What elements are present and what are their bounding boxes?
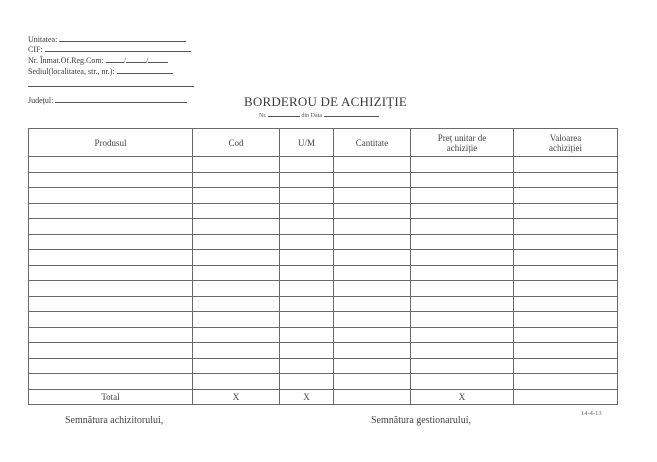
table-cell[interactable] bbox=[411, 219, 514, 235]
table-row bbox=[29, 327, 618, 343]
table-cell[interactable] bbox=[411, 234, 514, 250]
table-cell[interactable] bbox=[29, 219, 193, 235]
table-cell[interactable] bbox=[280, 172, 334, 188]
table-cell[interactable] bbox=[411, 250, 514, 266]
total-quantity-cell[interactable] bbox=[334, 389, 411, 404]
table-cell[interactable] bbox=[280, 374, 334, 390]
table-cell[interactable] bbox=[280, 343, 334, 359]
table-cell[interactable] bbox=[29, 203, 193, 219]
table-row bbox=[29, 250, 618, 266]
unit-line[interactable] bbox=[59, 34, 186, 42]
table-cell[interactable] bbox=[29, 358, 193, 374]
table-cell[interactable] bbox=[29, 157, 193, 173]
table-cell[interactable] bbox=[514, 281, 618, 297]
table-cell[interactable] bbox=[193, 157, 280, 173]
table-cell[interactable] bbox=[514, 219, 618, 235]
table-cell[interactable] bbox=[193, 327, 280, 343]
table-cell[interactable] bbox=[193, 188, 280, 204]
cif-line[interactable] bbox=[45, 44, 191, 52]
table-cell[interactable] bbox=[411, 358, 514, 374]
table-cell[interactable] bbox=[411, 281, 514, 297]
table-row bbox=[29, 312, 618, 328]
table-cell[interactable] bbox=[411, 265, 514, 281]
table-cell[interactable] bbox=[193, 172, 280, 188]
cif-label: CIF: bbox=[28, 45, 43, 54]
table-cell[interactable] bbox=[29, 281, 193, 297]
table-cell[interactable] bbox=[334, 265, 411, 281]
table-cell[interactable] bbox=[334, 234, 411, 250]
table-cell[interactable] bbox=[514, 296, 618, 312]
table-cell[interactable] bbox=[514, 343, 618, 359]
column-header-code: Cod bbox=[193, 129, 280, 157]
reg-sep-2: / bbox=[146, 56, 149, 65]
table-cell[interactable] bbox=[29, 296, 193, 312]
table-cell[interactable] bbox=[193, 312, 280, 328]
table-cell[interactable] bbox=[411, 203, 514, 219]
table-row bbox=[29, 219, 618, 235]
table-cell[interactable] bbox=[193, 203, 280, 219]
table-cell[interactable] bbox=[411, 157, 514, 173]
table-cell[interactable] bbox=[411, 312, 514, 328]
table-cell[interactable] bbox=[280, 188, 334, 204]
table-row bbox=[29, 281, 618, 297]
seat-continuation-line[interactable] bbox=[28, 86, 194, 87]
table-cell[interactable] bbox=[514, 203, 618, 219]
table-cell[interactable] bbox=[29, 234, 193, 250]
table-cell[interactable] bbox=[514, 234, 618, 250]
table-cell[interactable] bbox=[29, 327, 193, 343]
reg-field bbox=[28, 55, 168, 66]
reg-line-2[interactable] bbox=[123, 55, 149, 65]
table-cell[interactable] bbox=[29, 265, 193, 281]
table-cell[interactable] bbox=[334, 172, 411, 188]
table-cell[interactable] bbox=[280, 157, 334, 173]
table-cell[interactable] bbox=[514, 358, 618, 374]
buyer-signature-label: Semnătura achizitorului, bbox=[65, 415, 164, 426]
reg-sep-1: / bbox=[123, 56, 127, 65]
total-value-cell[interactable] bbox=[514, 389, 618, 404]
table-cell[interactable] bbox=[193, 296, 280, 312]
table-row bbox=[29, 343, 618, 359]
table-cell[interactable] bbox=[514, 188, 618, 204]
table-cell[interactable] bbox=[514, 172, 618, 188]
form-code: 14-4-13 bbox=[581, 410, 602, 417]
table-row bbox=[29, 296, 618, 312]
cif-field bbox=[28, 44, 191, 55]
table-cell[interactable] bbox=[334, 312, 411, 328]
seat-field bbox=[28, 66, 173, 77]
total-price-mark: X bbox=[411, 389, 514, 404]
table-cell[interactable] bbox=[514, 312, 618, 328]
column-header-unit: U/M bbox=[280, 129, 334, 157]
table-cell[interactable] bbox=[411, 296, 514, 312]
column-header-product: Produsul bbox=[29, 129, 193, 157]
table-cell[interactable] bbox=[280, 296, 334, 312]
table-cell[interactable] bbox=[193, 265, 280, 281]
table-cell[interactable] bbox=[334, 296, 411, 312]
total-code-mark: X bbox=[193, 389, 280, 404]
table-row bbox=[29, 172, 618, 188]
table-cell[interactable] bbox=[334, 374, 411, 390]
table-cell[interactable] bbox=[334, 219, 411, 235]
table-cell[interactable] bbox=[193, 343, 280, 359]
column-header-quantity: Cantitate bbox=[334, 129, 411, 157]
table-cell[interactable] bbox=[193, 374, 280, 390]
table-row bbox=[29, 234, 618, 250]
reg-label: Nr. Înmat.Of.Reg.Com: bbox=[28, 56, 104, 65]
table-cell[interactable] bbox=[280, 265, 334, 281]
county-line[interactable] bbox=[55, 95, 187, 103]
nr-label: Nr. bbox=[259, 113, 267, 119]
table-cell[interactable] bbox=[29, 343, 193, 359]
table-cell[interactable] bbox=[280, 219, 334, 235]
table-row bbox=[29, 358, 618, 374]
table-cell[interactable] bbox=[29, 250, 193, 266]
seat-label: Sediul(localitatea, str., nr.): bbox=[28, 67, 115, 76]
date-label: din Data bbox=[301, 113, 322, 119]
table-cell[interactable] bbox=[280, 281, 334, 297]
table-row bbox=[29, 188, 618, 204]
table-cell[interactable] bbox=[29, 188, 193, 204]
table-cell[interactable] bbox=[193, 358, 280, 374]
acquisition-table bbox=[28, 128, 618, 405]
table-cell[interactable] bbox=[280, 234, 334, 250]
table-cell[interactable] bbox=[334, 358, 411, 374]
table-cell[interactable] bbox=[411, 172, 514, 188]
total-label: Total bbox=[29, 389, 193, 404]
table-cell[interactable] bbox=[514, 374, 618, 390]
date-line[interactable] bbox=[324, 111, 379, 117]
table-row bbox=[29, 374, 618, 390]
table-cell[interactable] bbox=[334, 188, 411, 204]
total-row bbox=[29, 389, 618, 404]
table-cell[interactable] bbox=[411, 327, 514, 343]
document-title: BORDEROU DE ACHIZIȚIE bbox=[244, 94, 408, 109]
table-cell[interactable] bbox=[193, 234, 280, 250]
table-row bbox=[29, 265, 618, 281]
unit-label: Unitatea: bbox=[28, 35, 58, 44]
table-cell[interactable] bbox=[514, 327, 618, 343]
table-cell[interactable] bbox=[280, 203, 334, 219]
county-label: Județul: bbox=[28, 96, 54, 105]
table-cell[interactable] bbox=[514, 265, 618, 281]
total-unit-mark: X bbox=[280, 389, 334, 404]
table-row bbox=[29, 203, 618, 219]
table-cell[interactable] bbox=[29, 374, 193, 390]
nr-line[interactable] bbox=[268, 111, 300, 117]
table-header-row bbox=[29, 129, 618, 157]
seat-line[interactable] bbox=[117, 66, 173, 74]
manager-signature-label: Semnătura gestionarului, bbox=[371, 415, 471, 426]
table-cell[interactable] bbox=[193, 281, 280, 297]
table-cell[interactable] bbox=[334, 250, 411, 266]
table-row bbox=[29, 157, 618, 173]
table-cell[interactable] bbox=[334, 343, 411, 359]
table-cell[interactable] bbox=[334, 157, 411, 173]
reg-line-3[interactable] bbox=[148, 55, 168, 63]
reg-line-1[interactable] bbox=[106, 55, 127, 65]
table-cell[interactable] bbox=[514, 157, 618, 173]
table-cell[interactable] bbox=[334, 203, 411, 219]
county-field bbox=[28, 95, 187, 106]
table-cell[interactable] bbox=[29, 312, 193, 328]
table-cell[interactable] bbox=[411, 343, 514, 359]
table-cell[interactable] bbox=[280, 250, 334, 266]
table-cell[interactable] bbox=[280, 312, 334, 328]
column-header-unit-price: Preț unitar de achiziție bbox=[411, 129, 514, 157]
table-cell[interactable] bbox=[334, 327, 411, 343]
table-cell[interactable] bbox=[411, 188, 514, 204]
table-cell[interactable] bbox=[411, 374, 514, 390]
table-cell[interactable] bbox=[334, 281, 411, 297]
table-cell[interactable] bbox=[193, 250, 280, 266]
number-date-line bbox=[259, 111, 379, 119]
table-cell[interactable] bbox=[280, 358, 334, 374]
column-header-value: Valoarea achiziției bbox=[514, 129, 618, 157]
table-cell[interactable] bbox=[29, 172, 193, 188]
table-cell[interactable] bbox=[514, 250, 618, 266]
table-cell[interactable] bbox=[193, 219, 280, 235]
table-cell[interactable] bbox=[280, 327, 334, 343]
